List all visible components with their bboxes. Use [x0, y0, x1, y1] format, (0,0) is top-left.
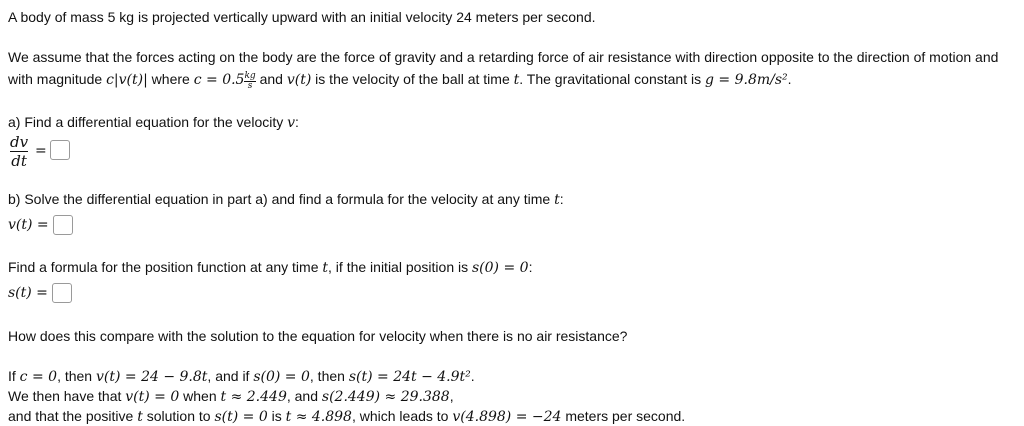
- part-c-text-b: , if the initial position is: [328, 259, 472, 275]
- part-c-var: t: [322, 260, 329, 276]
- cmp2-v: v(t) = 0: [125, 389, 180, 405]
- resistance-magnitude: c|v(t)|: [106, 72, 148, 88]
- part-a-answer-input[interactable]: [50, 140, 70, 160]
- part-b-text: b) Solve the differential equation in part a) and find a formula for the velocity at any time: [8, 191, 555, 207]
- assumption-text-2e: . The gravitational constant is: [519, 71, 705, 87]
- assumption-text-2a: with magnitude: [8, 71, 107, 87]
- comparison-line-2: [8, 387, 454, 406]
- assumption-text-1: We assume that the forces acting on the body are the force of gravity and a retarding force of air resistance with direction opposite to the direction of motion and: [8, 49, 999, 65]
- cmp1-c2: , and if: [207, 368, 254, 384]
- cmp2-b: when: [179, 388, 221, 404]
- part-a-text: a) Find a differential equation for the velocity: [8, 114, 288, 130]
- cmp3-d: , which leads to: [351, 408, 453, 424]
- s-of-t-label: s(t) =: [8, 285, 48, 301]
- cmp1-a: If: [8, 368, 20, 384]
- part-c-prompt: [8, 258, 532, 277]
- cmp1-c: c = 0: [19, 369, 58, 385]
- part-b-prompt: [8, 190, 564, 209]
- dv-dt-fraction: [10, 134, 28, 169]
- velocity-symbol: v(t): [286, 72, 312, 88]
- cmp1-s0: s(0) = 0: [253, 369, 310, 385]
- intro-sentence: A body of mass 5 kg is projected vertically upward with an initial velocity 24 meters per second.: [8, 9, 596, 25]
- cmp1-v: v(t) = 24 − 9.8t: [95, 369, 208, 385]
- cmp3-t2: t ≈ 4.898: [285, 409, 352, 425]
- cmp3-b: solution to: [142, 408, 215, 424]
- cmp1-b: , then: [57, 368, 96, 384]
- assumption-line-1: [8, 48, 998, 66]
- part-c-equation: [8, 280, 72, 305]
- unit-numerator: kg: [244, 71, 256, 81]
- assumption-text-2d: is the velocity of the ball at time: [311, 71, 514, 87]
- cmp3-e: meters per second.: [561, 408, 686, 424]
- fraction-denominator: dt: [11, 152, 27, 170]
- problem-page: [8, 0, 1018, 423]
- part-b-equation: [8, 212, 73, 237]
- intro-text: [8, 8, 596, 26]
- cmp1-d: , then: [309, 368, 349, 384]
- time-symbol: t: [513, 72, 520, 88]
- cmp3-s: s(t) = 0: [214, 409, 268, 425]
- comparison-question-text: How does this compare with the solution to the equation for velocity when there is no air resistance?: [8, 328, 628, 344]
- cmp3-a: and that the positive: [8, 408, 138, 424]
- cmp1-e: .: [470, 368, 475, 384]
- comparison-line-1: [8, 367, 475, 386]
- c-value: c = 0.5: [193, 72, 245, 88]
- cmp2-s: s(2.449) ≈ 29.388: [321, 389, 450, 405]
- gravity-constant: g = 9.8m/s²: [705, 72, 788, 88]
- part-b-var: t: [554, 192, 560, 208]
- part-c-colon: :: [528, 259, 533, 275]
- unit-denominator: s: [247, 81, 253, 91]
- assumption-end: .: [787, 71, 792, 87]
- part-b-answer-input[interactable]: [53, 215, 73, 235]
- part-a-prompt: [8, 113, 299, 132]
- unit-fraction: [244, 72, 255, 91]
- assumption-text-2b: where: [147, 71, 194, 87]
- assumption-line-2: [8, 70, 792, 91]
- cmp3-t: t: [137, 409, 143, 425]
- initial-condition: s(0) = 0: [472, 260, 529, 276]
- part-c-text-a: Find a formula for the position function at any time: [8, 259, 323, 275]
- cmp2-t: t ≈ 2.449: [220, 389, 287, 405]
- cmp3-v: v(4.898) = −24: [452, 409, 562, 425]
- part-b-colon: :: [559, 191, 564, 207]
- part-a-var: v: [287, 115, 296, 131]
- part-a-colon: :: [295, 114, 299, 130]
- cmp2-a: We then have that: [8, 388, 126, 404]
- part-c-answer-input[interactable]: [52, 283, 72, 303]
- equals-sign: =: [35, 143, 47, 159]
- part-a-equation: [8, 134, 68, 174]
- cmp2-d: ,: [449, 388, 454, 404]
- cmp2-c: , and: [286, 388, 322, 404]
- cmp1-s: s(t) = 24t − 4.9t²: [348, 369, 471, 385]
- fraction-numerator: dv: [10, 133, 29, 151]
- comparison-line-3: [8, 407, 685, 426]
- v-of-t-label: v(t) =: [8, 217, 49, 233]
- comparison-question: [8, 327, 627, 345]
- cmp3-c: is: [267, 408, 286, 424]
- assumption-text-2c: and: [255, 71, 287, 87]
